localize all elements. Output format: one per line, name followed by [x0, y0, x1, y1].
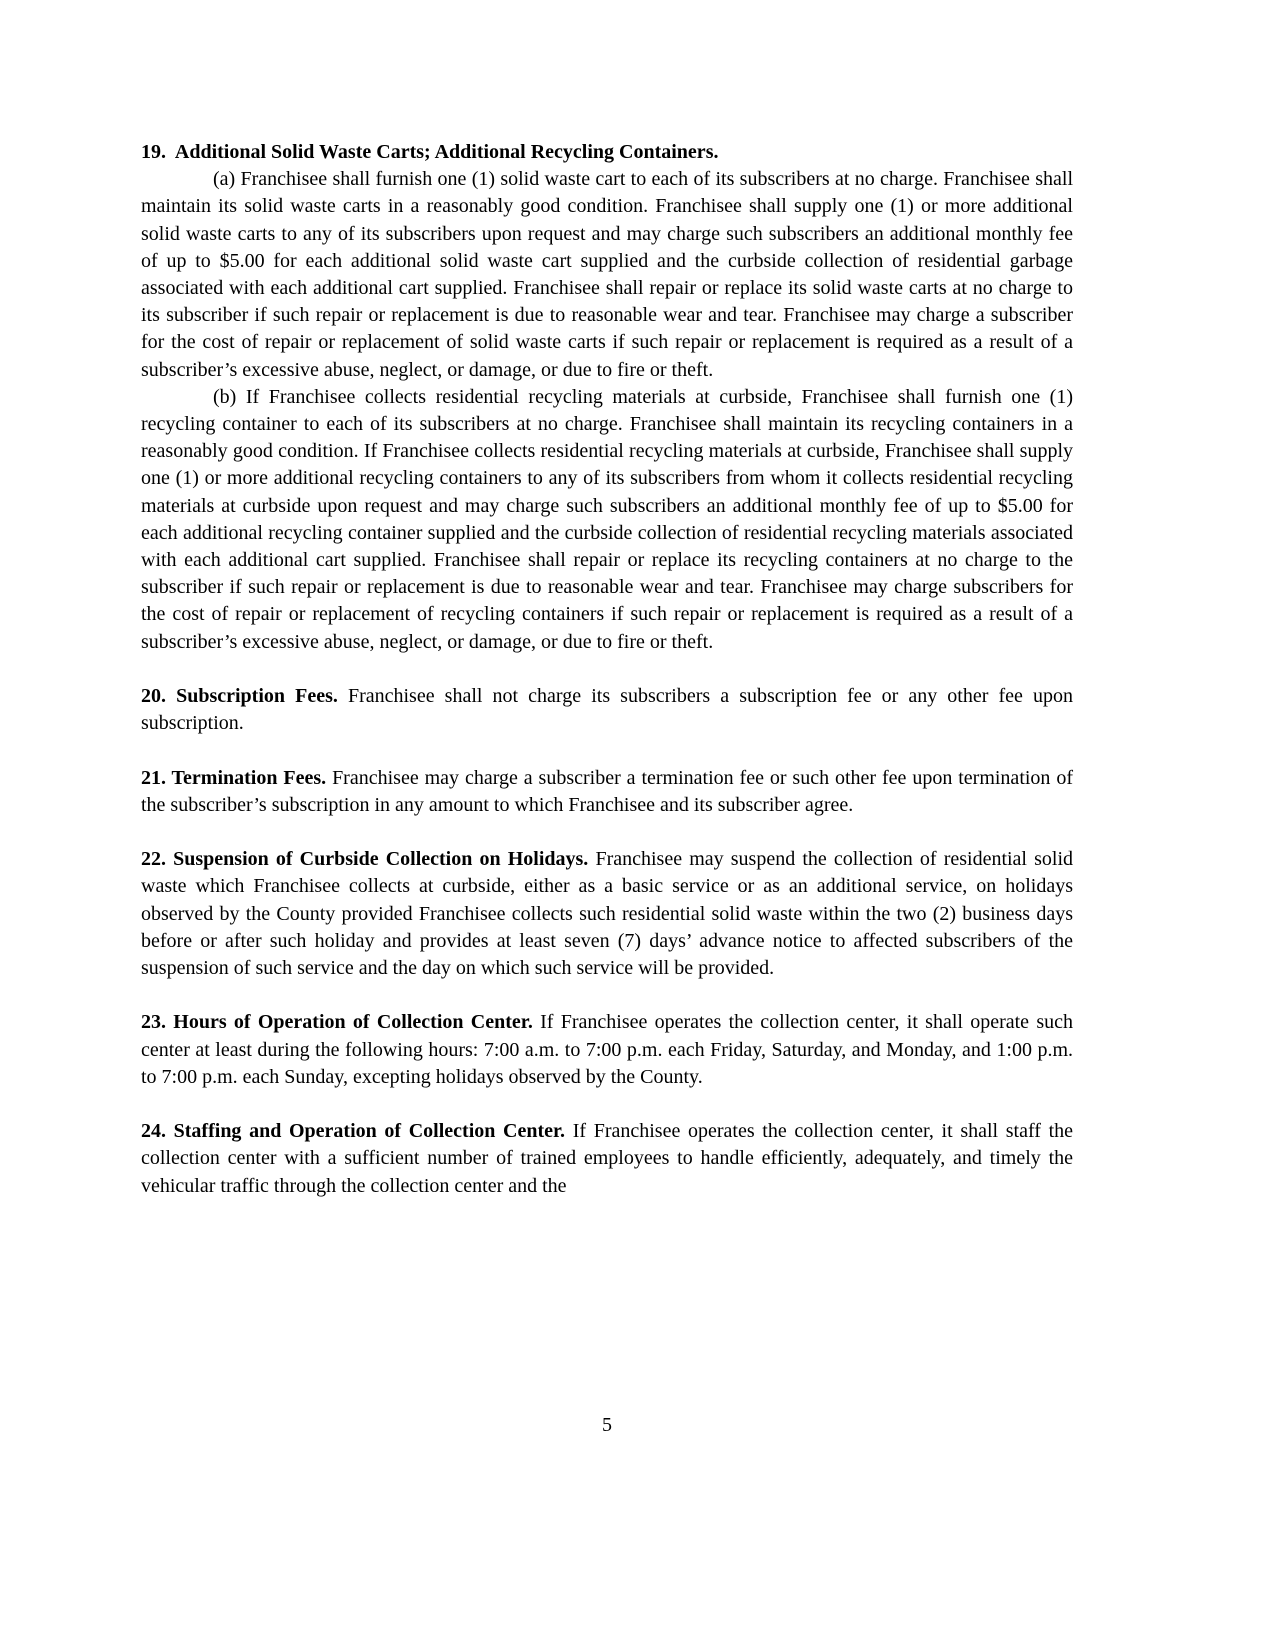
section-24: [141, 1118, 1073, 1200]
section-23-body: If Franchisee operates the collection center, it shall operate such center at least during the following hours: 7:00 a.m. to 7:00 p.m. each Friday, Saturday, and Monday, and 1:00 p.m. to 7:00 p.m. each Sunday, excepting holidays observed by the County.: [141, 1011, 1074, 1088]
section-23-heading: 23. Hours of Operation of Collection Center.: [141, 1011, 533, 1034]
section-23: [141, 1009, 1073, 1091]
section-20-body: Franchisee shall not charge its subscribers a subscription fee or any other fee upon subscription.: [141, 685, 1073, 735]
section-22: [141, 846, 1073, 982]
section-24-heading: 24. Staffing and Operation of Collection Center.: [141, 1120, 566, 1143]
section-24-body: If Franchisee operates the collection center, it shall staff the collection center with a sufficient number of trained employees to handle efficiently, adequately, and timely the vehicular traffic through the collection center and the: [141, 1120, 1074, 1197]
section-21-heading: 21. Termination Fees.: [141, 766, 327, 789]
section-19-heading: 19. Additional Solid Waste Carts; Additional Recycling Containers.: [141, 141, 719, 163]
section-21: [141, 765, 1073, 819]
page-number: 5: [602, 1414, 612, 1436]
section-22-body: Franchisee may suspend the collection of residential solid waste which Franchisee collects at curbside, either as a basic service or as an additional service, on holidays observed by the County provided Franchisee collects such residential solid waste within the two (2) business days before or after such holiday and provides at least seven (7) days’ advance notice to affected subscribers of the suspension of such service and the day on which such service will be provided.: [141, 848, 1074, 980]
section-22-heading: 22. Suspension of Curbside Collection on Holidays.: [141, 848, 589, 871]
section-20-heading: 20. Subscription Fees.: [141, 685, 338, 708]
section-19-paragraph-a: (a) Franchisee shall furnish one (1) solid waste cart to each of its subscribers at no charge. Franchisee shall maintain its solid waste carts in a reasonably good condition. Franchisee shall supply one (1) or more additional solid waste carts to any of its subscribers upon request and may charge such subscribers an additional monthly fee of up to $5.00 for each additional solid waste cart supplied and the curbside collection of residential garbage associated with each additional cart supplied. Franchisee shall repair or replace its solid waste carts at no charge to its subscriber if such repair or replacement is due to reasonable wear and tear. Franchisee may charge a subscriber for the cost of repair or replacement of solid waste carts if such repair or replacement is required as a result of a subscriber’s excessive abuse, neglect, or damage, or due to fire or theft.: [141, 168, 1073, 381]
section-19-paragraph-b: (b) If Franchisee collects residential recycling materials at curbside, Franchisee shall furnish one (1) recycling container to each of its subscribers at no charge. Franchisee shall maintain its recycling containers in a reasonably good condition. If Franchisee collects residential recycling materials at curbside, Franchisee shall supply one (1) or more additional recycling containers to any of its subscribers from whom it collects residential recycling materials at curbside upon request and may charge such subscribers an additional monthly fee of up to $5.00 for each additional recycling container supplied and the curbside collection of residential recycling materials associated with each additional cart supplied. Franchisee shall repair or replace its recycling containers at no charge to the subscriber if such repair or replacement is due to reasonable wear and tear. Franchisee may charge subscribers for the cost of repair or replacement of recycling containers if such repair or replacement is required as a result of a subscriber’s excessive abuse, neglect, or damage, or due to fire or theft.: [141, 385, 1073, 653]
section-21-body: Franchisee may charge a subscriber a termination fee or such other fee upon termination of the subscriber’s subscription in any amount to which Franchisee and its subscriber agree.: [141, 766, 1073, 816]
document-content: [141, 139, 1073, 1200]
section-20: [141, 683, 1073, 737]
